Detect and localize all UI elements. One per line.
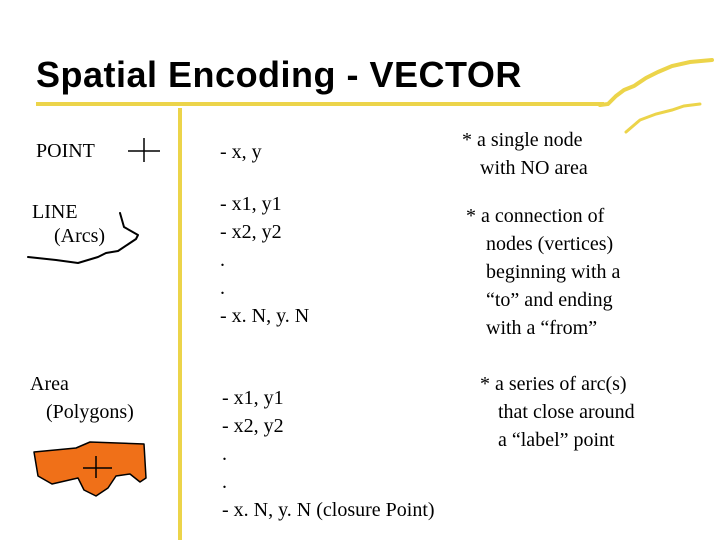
area-description-line: * a series of arc(s) bbox=[480, 373, 627, 395]
line-coord: - x2, y2 bbox=[220, 221, 282, 243]
area-coord: - x1, y1 bbox=[222, 387, 284, 409]
line-description bbox=[466, 202, 620, 342]
line-description-line: * a connection of bbox=[466, 205, 605, 227]
column-divider bbox=[178, 108, 182, 540]
line-description-line: “to” and ending bbox=[486, 289, 613, 311]
line-description-line: nodes (vertices) bbox=[486, 233, 614, 255]
point-coords: - x, y bbox=[220, 141, 262, 163]
point-symbol-icon bbox=[124, 136, 164, 164]
line-coord: . bbox=[220, 277, 225, 299]
point-description-line: with NO area bbox=[480, 157, 588, 179]
area-coord: - x. N, y. N (closure Point) bbox=[222, 499, 435, 521]
polygon-icon bbox=[28, 438, 158, 508]
point-label: POINT bbox=[36, 140, 95, 162]
area-description bbox=[480, 370, 635, 454]
area-coord: . bbox=[222, 471, 227, 493]
area-coord: - x2, y2 bbox=[222, 415, 284, 437]
slide-title: Spatial Encoding - VECTOR bbox=[36, 54, 522, 95]
line-coord: - x1, y1 bbox=[220, 193, 282, 215]
area-label bbox=[30, 370, 134, 426]
title-rule-scribble bbox=[600, 60, 720, 150]
line-label-title: LINE bbox=[32, 201, 78, 223]
area-description-line: that close around bbox=[498, 401, 635, 423]
point-description-line: * a single node bbox=[462, 129, 583, 151]
line-arc-icon bbox=[20, 205, 150, 270]
point-description bbox=[462, 126, 588, 182]
line-coords bbox=[220, 190, 309, 330]
area-label-title: Area bbox=[30, 373, 69, 395]
line-label-subtitle: (Arcs) bbox=[54, 225, 106, 247]
area-coords bbox=[222, 384, 435, 524]
area-label-subtitle: (Polygons) bbox=[46, 401, 134, 423]
title-underline bbox=[36, 102, 604, 106]
area-description-line: a “label” point bbox=[498, 429, 615, 451]
line-coord: . bbox=[220, 249, 225, 271]
area-coord: . bbox=[222, 443, 227, 465]
line-description-line: beginning with a bbox=[486, 261, 621, 283]
line-coord: - x. N, y. N bbox=[220, 305, 310, 327]
line-description-line: with a “from” bbox=[486, 317, 598, 339]
